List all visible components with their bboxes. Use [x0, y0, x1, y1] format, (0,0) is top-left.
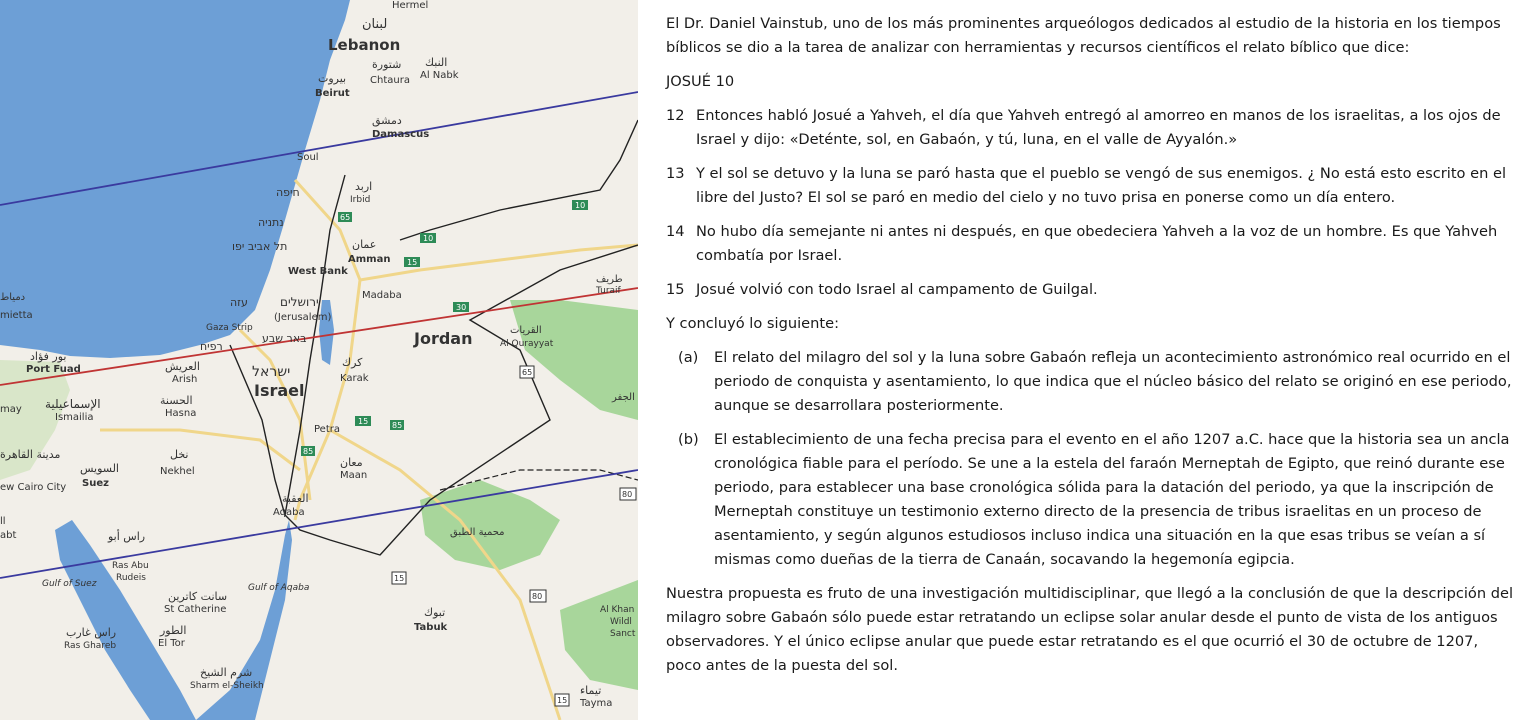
- city-label: St Catherine: [164, 604, 227, 615]
- road-label: 15: [557, 696, 568, 705]
- city-label-ar: معان: [340, 456, 363, 469]
- final-paragraph: Nuestra propuesta es fruto de una investigación multidisciplinar, que llegó a la conclusión de que la descripción del milagro sobre Gabaón sólo puede estar retratando un eclipse solar anular desde el punto de vista de los antiguos observadores. Y el único eclipse anular que puede estar retratando es el que ocurrió el 30 de octubre de 1207, poco antes de la puesta del sol.: [666, 585, 1514, 674]
- city-label: mietta: [0, 310, 33, 321]
- city-label-ar: دمشق: [372, 114, 402, 127]
- region-label: West Bank: [288, 266, 348, 277]
- city-label-he: באר שבע: [262, 332, 307, 345]
- verse-text: Josué volvió con todo Israel al campamento de Guilgal.: [696, 281, 1098, 298]
- city-label: Rudeis: [116, 573, 146, 583]
- city-label: Tayma: [580, 698, 613, 709]
- city-label-ar: النبك: [425, 56, 448, 69]
- city-label-ar: الحسنة: [160, 394, 193, 407]
- road-label: 10: [423, 234, 434, 243]
- city-label: Tabuk: [414, 622, 448, 633]
- conclusion-item: [678, 346, 1514, 418]
- verse-number: 13: [666, 165, 685, 182]
- city-label-he: חיפה: [276, 186, 300, 199]
- city-label-ar: كرك: [342, 356, 363, 369]
- verse-text: Y el sol se detuvo y la luna se paró hasta que el pueblo se vengó de sus enemigos. ¿ No está esto escrito en el libre del Justo? El sol se paró en medio del cielo y no tuvo prisa en ponerse como un día entero.: [696, 165, 1507, 206]
- city-label: Hasna: [165, 408, 197, 419]
- road-label: 65: [522, 368, 533, 377]
- reserve-label: Sanct: [610, 629, 636, 639]
- road-label: 80: [622, 490, 633, 499]
- city-label: Arish: [172, 374, 198, 385]
- city-label-he: נתניה: [258, 216, 284, 229]
- city-label-ar: سانت كاترين: [168, 590, 228, 603]
- road-label: 15: [358, 417, 369, 426]
- city-label-ar: طريف: [596, 274, 623, 285]
- reserve-label: Al Khan: [600, 605, 635, 615]
- road-label: 30: [456, 303, 467, 312]
- reserve-label: Wildl: [610, 617, 632, 627]
- conclusion-text: El relato del milagro del sol y la luna sobre Gabaón refleja un acontecimiento astronómico real ocurrido en el periodo de conquista y asentamiento, lo que indica que el núcleo básico del relato se originó en ese periodo, aunque se desarrollara posteriormente.: [714, 349, 1512, 414]
- road-label: 85: [392, 421, 403, 430]
- city-label: Ras Abu: [112, 561, 149, 571]
- city-label: Chtaura: [370, 75, 410, 86]
- verse: [666, 278, 1514, 302]
- city-label-ar: شتورة: [372, 58, 402, 71]
- city-label-ar: العريش: [165, 360, 200, 373]
- city-label: Soul: [297, 152, 319, 163]
- city-label-ar: اربد: [355, 180, 373, 193]
- verse: [666, 162, 1514, 210]
- city-label: Beirut: [315, 88, 350, 99]
- city-label: ew Cairo City: [0, 482, 67, 493]
- chapter-heading: JOSUÉ 10: [666, 73, 735, 90]
- road-label: 15: [407, 258, 418, 267]
- city-label-ar: بور فؤاد: [30, 350, 67, 363]
- city-label: Sharm el-Sheikh: [190, 681, 264, 691]
- verse-number: 14: [666, 223, 685, 240]
- city-label-he: רפיח: [200, 340, 223, 353]
- verse-text: No hubo día semejante ni antes ni después, en que obedeciera Yahveh a la voz de un hombre. Es que Yahveh combatía por Israel.: [696, 223, 1498, 264]
- city-label: (Jerusalem): [274, 312, 332, 323]
- article-text: [666, 12, 1514, 688]
- road-label: 85: [303, 447, 314, 456]
- city-label: El Tor: [158, 638, 185, 649]
- city-label: Ras Ghareb: [64, 641, 117, 651]
- intro-paragraph: El Dr. Daniel Vainstub, uno de los más prominentes arqueólogos dedicados al estudio de la historia en los tiempos bíblicos se dio a la tarea de analizar con herramientas y recursos científicos el relato bíblico que dice:: [666, 15, 1501, 56]
- eclipse-path-map: [0, 0, 638, 720]
- city-label-ar: مدينة القاهرة: [0, 448, 61, 461]
- country-label: Lebanon: [328, 36, 401, 54]
- city-label: Port Fuad: [26, 364, 81, 375]
- city-label-ar: دمياط: [0, 292, 26, 303]
- city-label: Petra: [314, 424, 340, 435]
- city-label-ar: العقبة: [282, 492, 309, 505]
- road-label: 10: [575, 201, 586, 210]
- city-label-ar: راس أبو: [108, 530, 146, 543]
- city-label: Karak: [340, 373, 369, 384]
- city-label: Damascus: [372, 129, 430, 140]
- city-label-he: ירושלים: [280, 295, 319, 309]
- city-label-ar: بيروت: [318, 72, 347, 85]
- city-label-ar: تبوك: [424, 606, 446, 619]
- city-label-ar: راس غارب: [66, 626, 117, 639]
- region-label: Gaza Strip: [206, 323, 253, 333]
- city-label: abt: [0, 530, 17, 541]
- city-label: Amman: [348, 254, 391, 265]
- country-label-he: ישראל: [252, 364, 291, 380]
- verse: [666, 104, 1514, 152]
- city-label: Nekhel: [160, 466, 195, 477]
- city-label: Suez: [82, 478, 109, 489]
- country-label: Jordan: [414, 329, 473, 348]
- road-label: 15: [394, 574, 405, 583]
- city-label-ar: تيماء: [580, 684, 602, 697]
- city-label-ar: الجفر: [612, 392, 635, 403]
- city-label: Al Qurayyat: [500, 339, 554, 349]
- conclusion-item: [678, 428, 1514, 572]
- city-label: Ismailia: [55, 412, 94, 423]
- verse-number: 12: [666, 107, 685, 124]
- water-label: Gulf of Suez: [42, 579, 97, 589]
- city-label: Aqaba: [273, 507, 305, 518]
- city-label-ar: القريات: [510, 325, 542, 336]
- conclusion-label: (b): [678, 431, 699, 448]
- city-label-ar: الإسماعيلية: [45, 397, 101, 411]
- city-label-ar: الطور: [160, 624, 187, 637]
- city-label-he: עזה: [230, 296, 248, 309]
- verse-number: 15: [666, 281, 685, 298]
- city-label: Maan: [340, 470, 368, 481]
- city-label: Turaif: [596, 286, 621, 296]
- reserve-label-ar: محمية الطبق: [450, 527, 505, 538]
- conclusion-label: (a): [678, 349, 699, 366]
- city-label-ar: شرم الشيخ: [200, 666, 253, 679]
- road-label: 80: [532, 592, 543, 601]
- water-label: Gulf of Aqaba: [248, 583, 310, 593]
- country-label: Israel: [254, 381, 305, 400]
- city-label-ar: السويس: [80, 462, 119, 475]
- city-label: ll: [0, 516, 6, 527]
- city-label: Hermel: [392, 0, 429, 11]
- conclusion-text: El establecimiento de una fecha precisa para el evento en el año 1207 a.C. hace que la historia sea un ancla cronológica fiable para el período. Se une a la estela del faraón Merneptah de Egipto, que reinó durante ese periodo, para establecer una base cronológica sólida para la datación del periodo, ya que la inscripción de Merneptah constituye un testimonio externo directo de la presencia de tribus israelitas en un proceso de asentamiento, y según algunos estudiosos incluso indica una situación en la que esas tribus se veían a sí mismas como dueñas de la tierra de Canaán, socavando la hegemonía egipcia.: [714, 431, 1510, 568]
- city-label: may: [0, 404, 22, 415]
- verse: [666, 220, 1514, 268]
- city-label: Madaba: [362, 290, 402, 301]
- city-label-he: תל אביב יפו: [232, 240, 288, 253]
- road-label: 65: [340, 213, 351, 222]
- conclusion-intro: Y concluyó lo siguiente:: [666, 315, 839, 332]
- city-label-ar: عمان: [352, 238, 377, 251]
- city-label-ar: نخل: [170, 448, 189, 461]
- country-label-ar: لبنان: [362, 17, 388, 32]
- verse-text: Entonces habló Josué a Yahveh, el día que Yahveh entregó al amorreo en manos de los israelitas, a los ojos de Israel y dijo: «Deténte, sol, en Gabaón, y tú, luna, en el valle de Ayyalón.»: [696, 107, 1501, 148]
- city-label: Al Nabk: [420, 70, 459, 81]
- city-label: Irbid: [350, 195, 371, 205]
